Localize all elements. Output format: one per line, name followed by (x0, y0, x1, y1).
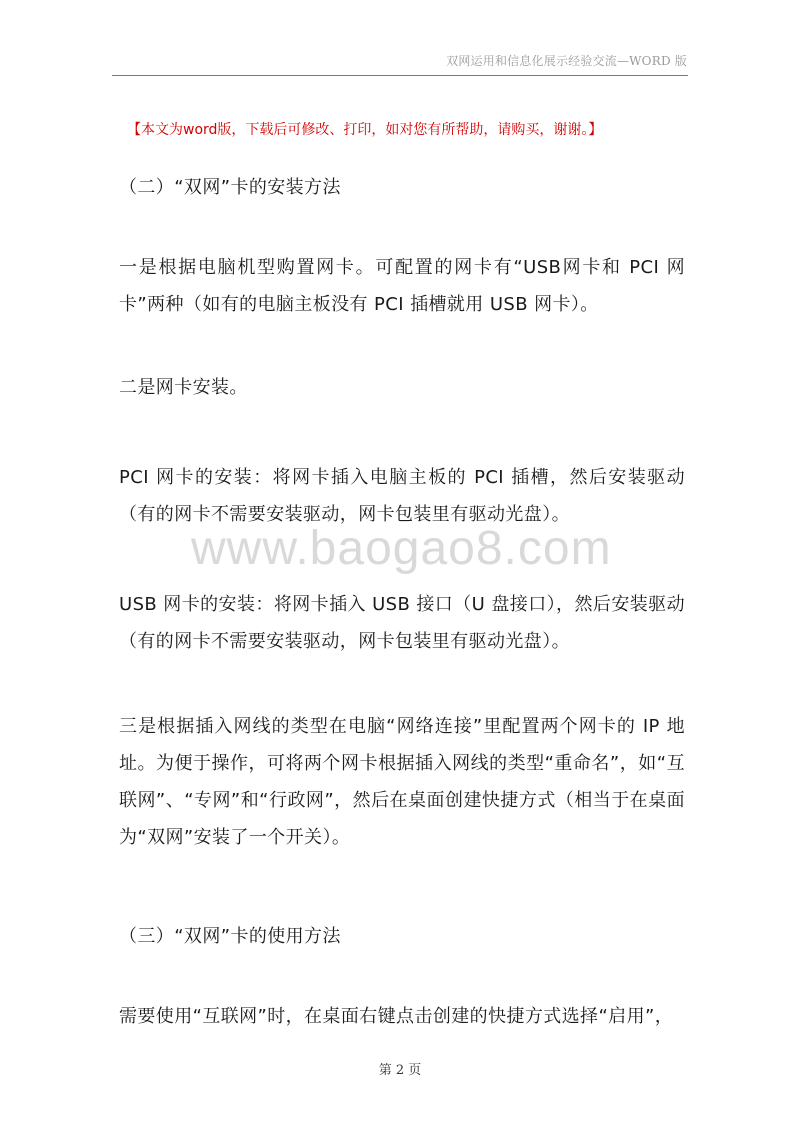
paragraph-usage-internet: 需要使用“互联网”时，在桌面右键点击创建的快捷方式选择“启用”， (119, 1006, 674, 1027)
watermark: www.baogao8.com (191, 522, 612, 575)
paragraph-usb-install: USB 网卡的安装：将网卡插入 USB 接口（U 盘接口），然后安装驱动（有的网卡不需要安装驱动，网卡包装里有驱动光盘）。 (119, 594, 685, 652)
paragraph-install-heading: 二是网卡安装。 (119, 377, 248, 398)
paragraph-ip-config: 三是根据插入网线的类型在电脑“网络连接”里配置两个网卡的 IP 地址。为便于操作，可将两个网卡根据插入网线的类型“重命名”，如“互联网”、“专网”和“行政网”，然后在桌面创建快捷方式（相当于在桌面为“双网”安装了一个开关）。 (119, 716, 685, 848)
page-number: 第 2 页 (378, 1063, 422, 1078)
running-header: 双网运用和信息化展示经验交流—WORD 版 (446, 54, 687, 68)
paragraph-pci-install: PCI 网卡的安装：将网卡插入电脑主板的 PCI 插槽，然后安装驱动（有的网卡不需要安装驱动，网卡包装里有驱动光盘）。 (119, 467, 685, 525)
paragraph-buy-card: 一是根据电脑机型购置网卡。可配置的网卡有“USB网卡和 PCI 网卡”两种（如有的电脑主板没有 PCI 插槽就用 USB 网卡）。 (119, 257, 685, 315)
section-heading-installation: （二）“双网”卡的安装方法 (119, 177, 341, 198)
section-heading-usage: （三）“双网”卡的使用方法 (119, 926, 341, 947)
header-divider (112, 75, 688, 76)
download-notice: 【本文为word版，下载后可修改、打印，如对您有所帮助，请购买，谢谢。】 (127, 122, 603, 138)
